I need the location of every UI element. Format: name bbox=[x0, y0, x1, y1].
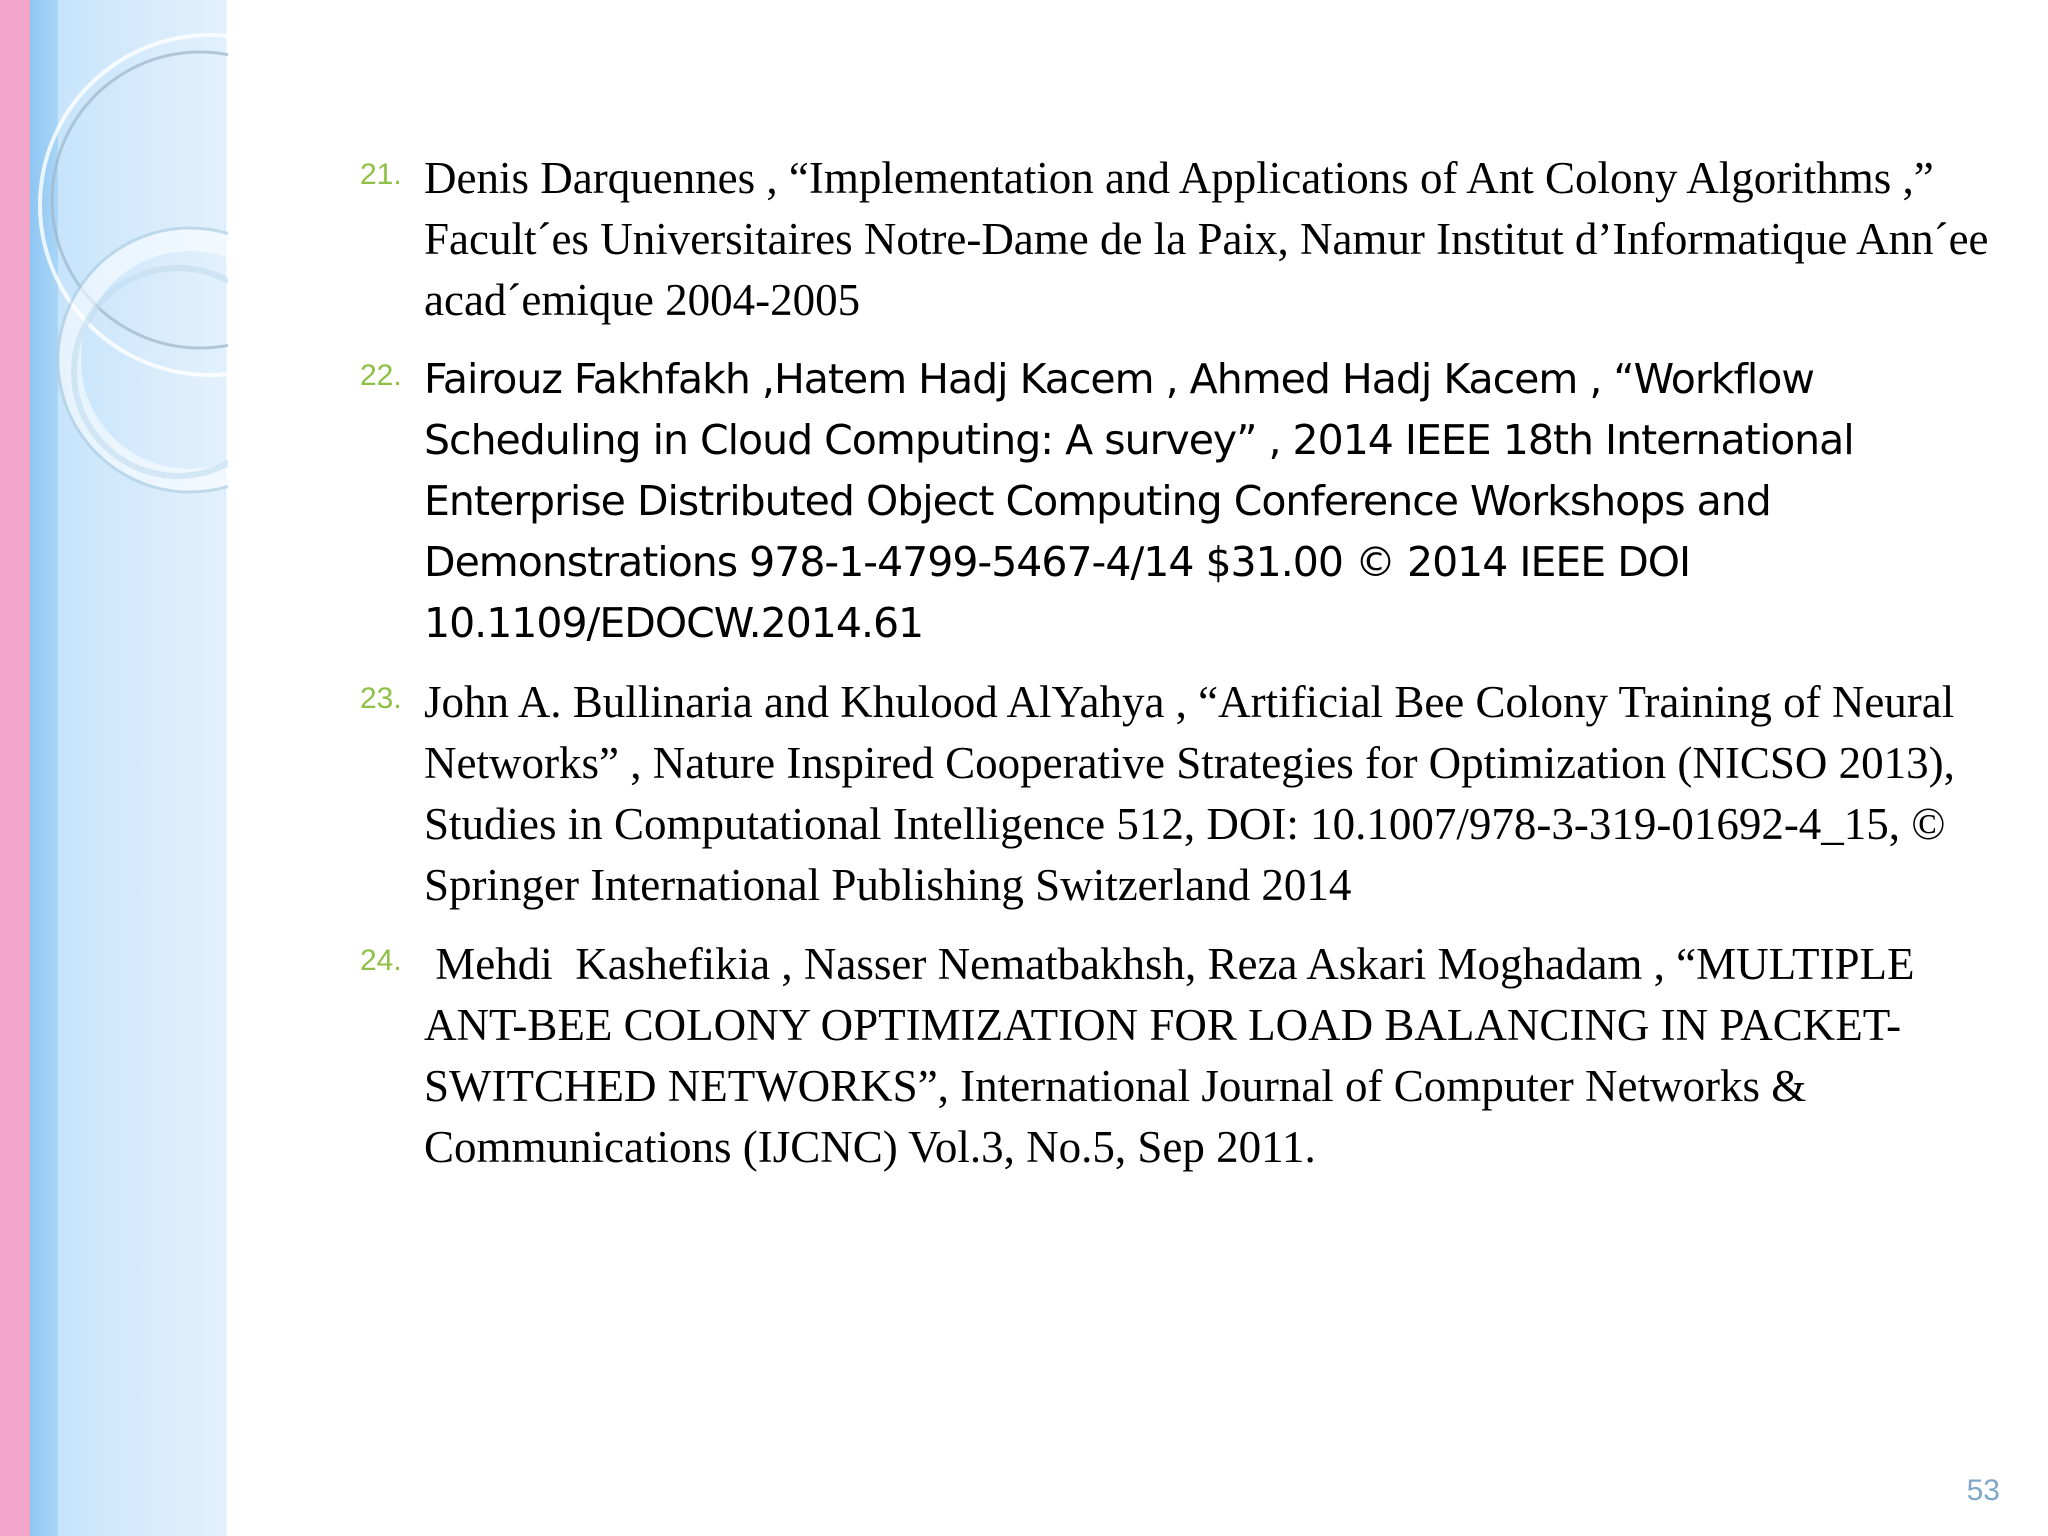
reference-item-22 bbox=[360, 349, 2000, 654]
reference-item-23 bbox=[360, 672, 2000, 916]
reference-number: 21. bbox=[360, 158, 402, 191]
reference-number: 22. bbox=[360, 359, 402, 392]
reference-text: Fairouz Fakhfakh ,Hatem Hadj Kacem , Ahmed Hadj Kacem , “Workflow Scheduling in Cloud Computing: A survey” , 2014 IEEE 18th International Enterprise Distributed Object Computing Conference Workshops and Demonstrations 978-1-4799-5467-4/14 $31.00 © 2014 IEEE DOI 10.1109/EDOCW.2014.61 bbox=[424, 355, 1854, 647]
reference-item-24 bbox=[360, 934, 2000, 1178]
reference-text: John A. Bullinaria and Khulood AlYahya , “Artificial Bee Colony Training of Neural Networks” , Nature Inspired Cooperative Strategies for Optimization (NICSO 2013), Studies in Computational Intelligence 512, DOI: 10.1007/978-3-319-01692-4_15, © Springer International Publishing Switzerland 2014 bbox=[424, 677, 1955, 910]
reference-text: Denis Darquennes , “Implementation and Applications of Ant Colony Algorithms ,” Facult´es Universitaires Notre-Dame de la Paix, Namur Institut d’Informatique Ann´ee acad´emique 2004-2005 bbox=[424, 153, 1989, 325]
decorative-sidebar bbox=[0, 0, 228, 1536]
page-number: 53 bbox=[1966, 1474, 2000, 1507]
reference-number: 23. bbox=[360, 682, 402, 715]
reference-text: Mehdi Kashefikia , Nasser Nematbakhsh, Reza Askari Moghadam , “MULTIPLE ANT-BEE COLONY OPTIMIZATION FOR LOAD BALANCING IN PACKET-SWITCHED NETWORKS”, International Journal of Computer Networks & Communications (IJCNC) Vol.3, No.5, Sep 2011. bbox=[424, 939, 1924, 1172]
reference-item-21 bbox=[360, 148, 2000, 331]
reference-list bbox=[360, 148, 2000, 1196]
reference-number: 24. bbox=[360, 944, 402, 977]
decorative-swirls bbox=[0, 0, 228, 620]
